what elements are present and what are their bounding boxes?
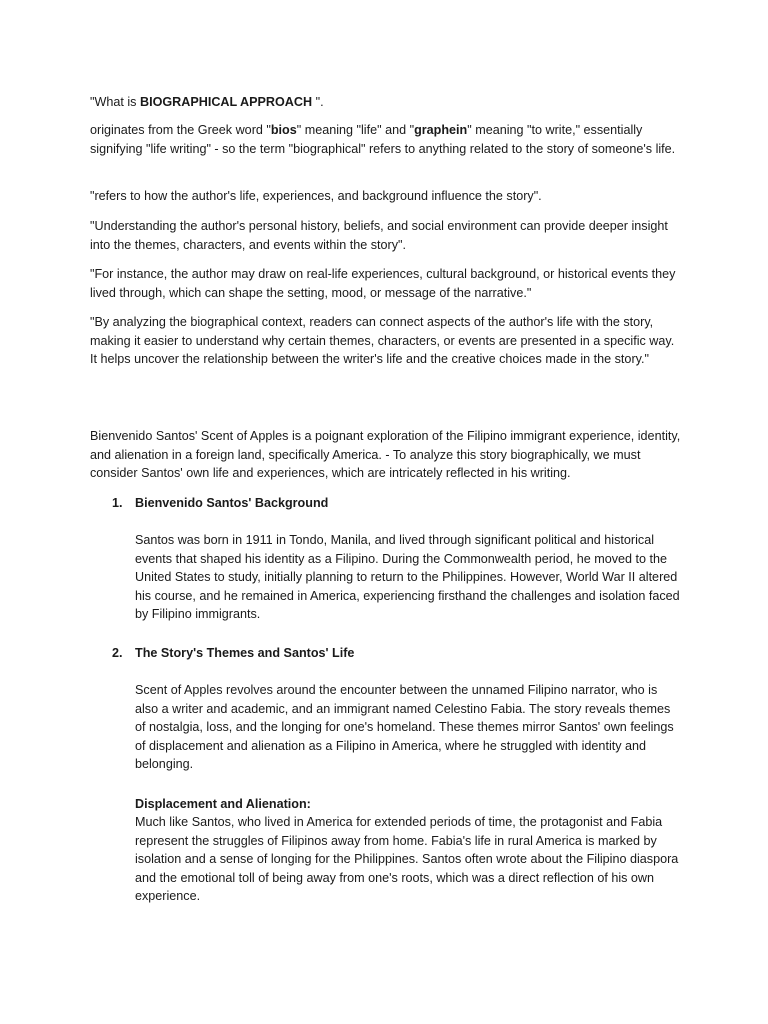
origin-paragraph — [90, 121, 682, 158]
title-prefix: "What is — [90, 95, 140, 109]
section-2-body: Scent of Apples revolves around the encounter between the unnamed Filipino narrator, who is also a writer and academic, and an immigrant named Celestino Fabia. The story reveals themes of nostalgia, loss, and the longing for one's homeland. These themes mirror Santos' own feelings of displacement and alienation as a Filipino in America, where he struggled with identity and belonging. — [135, 683, 674, 772]
section-2-heading: The Story's Themes and Santos' Life — [135, 646, 355, 660]
section-1-heading: Bienvenido Santos' Background — [135, 496, 329, 510]
subsection-body: Much like Santos, who lived in America for extended periods of time, the protagonist and Fabia represent the struggles of Filipinos away from home. Fabia's life in rural America is marked by isolation and a sense of longing for the Philippines. Santos often wrote about the Filipino diaspora and the emotional toll of being away from one's roots, which was a direct reflection of his own experience. — [135, 815, 679, 904]
origin-text-2: " meaning "life" and " — [296, 123, 415, 137]
definition-quote-1: "refers to how the author's life, experiences, and background influence the story". — [90, 189, 542, 203]
definition-quote-4: "By analyzing the biographical context, readers can connect aspects of the author's life with the story, making it easier to understand why certain themes, characters, or events are presented in a specific way. It helps uncover the relationship between the writer's life and the creative choices made in the story." — [90, 315, 675, 367]
origin-text-3: " meaning "to write," essentially signifying "life writing" - so the term "biographical" refers to anything related to the story of someone's life. — [90, 123, 676, 156]
origin-graphein: graphein — [414, 123, 468, 137]
analysis-lead-paragraph: Bienvenido Santos' Scent of Apples is a poignant exploration of the Filipino immigrant experience, identity, and alienation in a foreign land, specifically America. - To analyze this story biographically, we must consider Santos' own life and experiences, which are intricately reflected in his writing. — [90, 429, 681, 481]
section-1-body: Santos was born in 1911 in Tondo, Manila, and lived through significant political and historical events that shaped his identity as a Filipino. During the Commonwealth period, he moved to the United States to study, initially planning to return to the Philippines. However, World War II altered his course, and he remained in America, experiencing firsthand the challenges and isolation faced by Filipino immigrants. — [135, 533, 680, 622]
definition-quote-2: "Understanding the author's personal history, beliefs, and social environment can provide deeper insight into the themes, characters, and events within the story". — [90, 219, 668, 252]
definition-quote-3: "For instance, the author may draw on real-life experiences, cultural background, or historical events they lived through, which can shape the setting, mood, or message of the narrative." — [90, 267, 676, 300]
origin-bios: bios — [270, 123, 297, 137]
title-suffix: ". — [312, 95, 324, 109]
title-bold: BIOGRAPHICAL APPROACH — [139, 95, 313, 109]
section-2-number: 2. — [112, 646, 123, 660]
section-1-number: 1. — [112, 496, 123, 510]
subsection-heading: Displacement and Alienation: — [135, 797, 311, 811]
origin-text-1: originates from the Greek word " — [90, 123, 271, 137]
approach-title — [90, 93, 682, 112]
